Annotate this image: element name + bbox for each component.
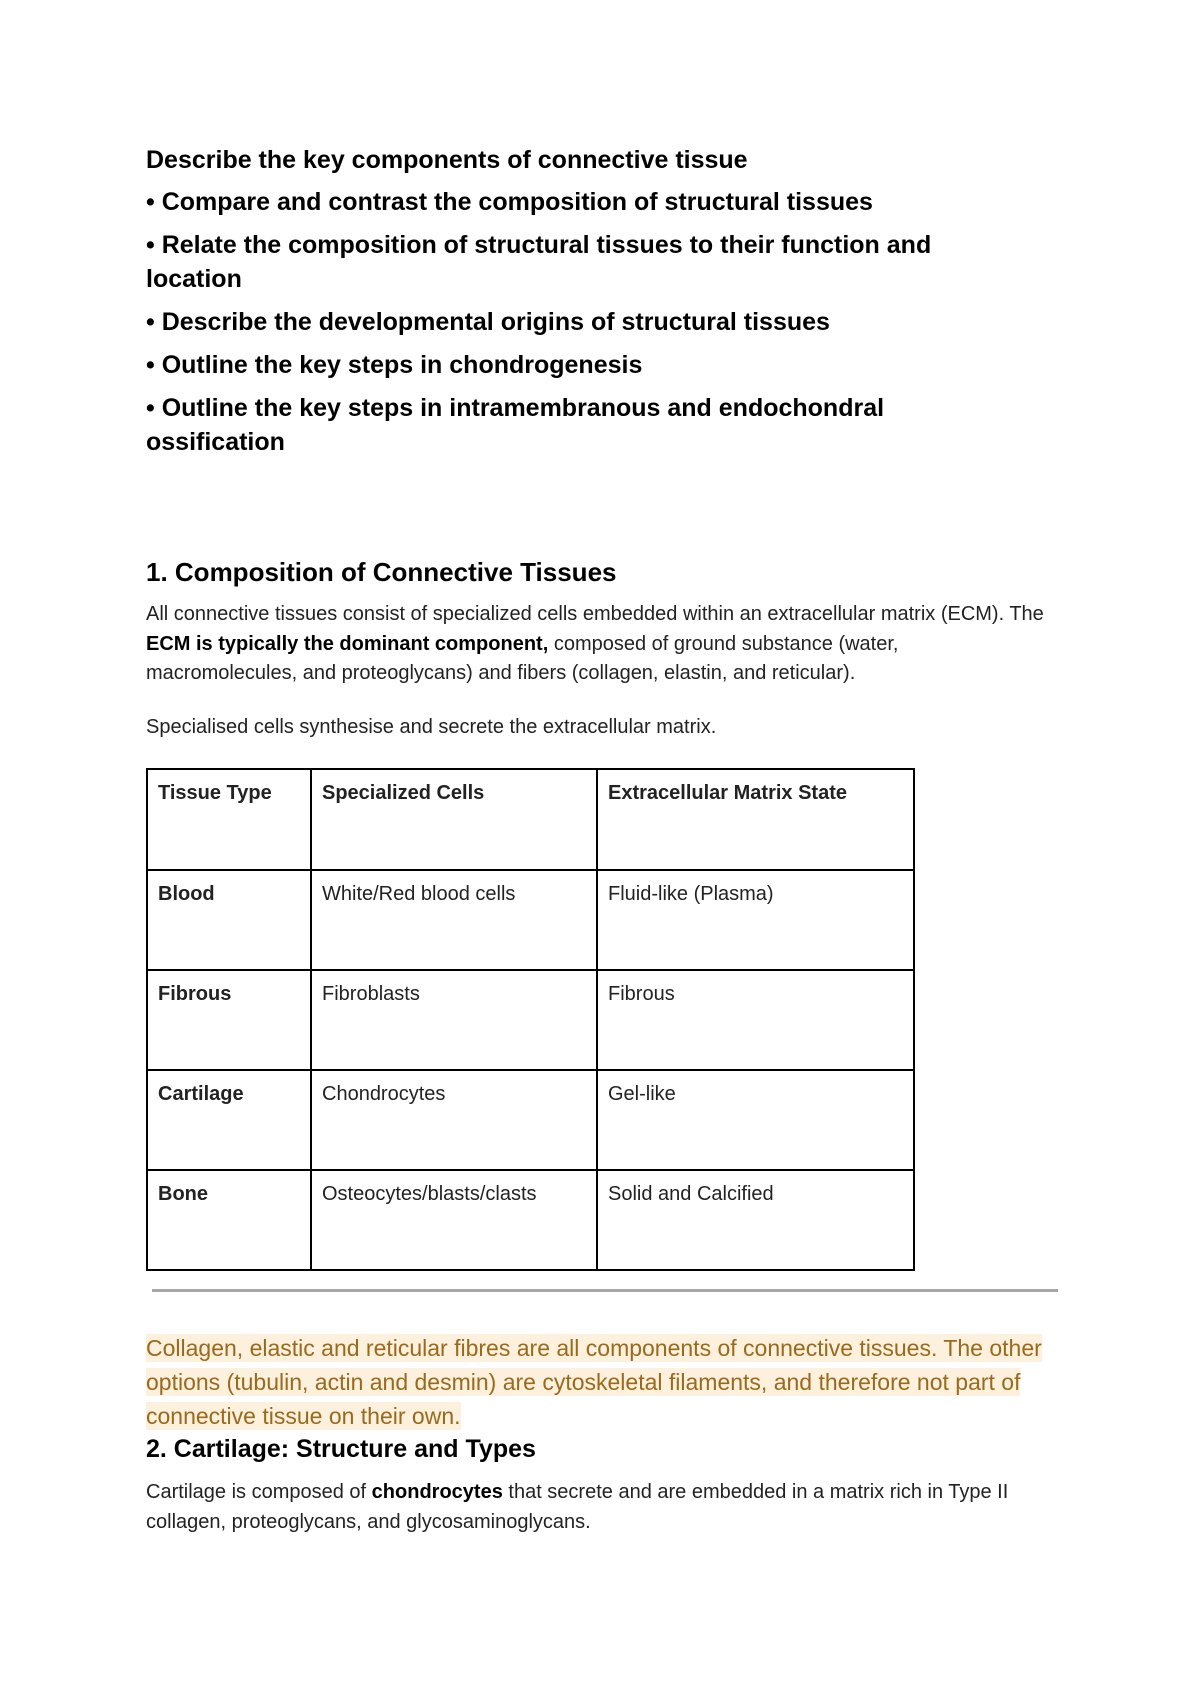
horizontal-divider [152, 1289, 1058, 1292]
objective-item: • Compare and contrast the composition of structural tissues [146, 188, 873, 216]
objective-item: Describe the key components of connective tissue [146, 146, 748, 174]
column-header: Extracellular Matrix State [597, 769, 914, 870]
table-row [147, 1170, 914, 1270]
cells-paragraph: Specialised cells synthesise and secrete the extracellular matrix. [146, 716, 717, 738]
paragraph-text: Cartilage is composed of [146, 1481, 372, 1503]
table-cell: Chondrocytes [311, 1070, 597, 1170]
table-cell: Bone [147, 1170, 311, 1270]
table-cell: Fibrous [597, 970, 914, 1070]
table-cell: Solid and Calcified [597, 1170, 914, 1270]
table-cell: Fluid-like (Plasma) [597, 870, 914, 970]
table-cell: Cartilage [147, 1070, 311, 1170]
composition-paragraph [146, 600, 1046, 689]
highlighted-note [146, 1331, 1046, 1433]
section-heading-cartilage: 2. Cartilage: Structure and Types [146, 1435, 536, 1463]
table-cell: Fibroblasts [311, 970, 597, 1070]
section-heading-composition: 1. Composition of Connective Tissues [146, 557, 617, 587]
table-header-row [147, 769, 914, 870]
table-row [147, 870, 914, 970]
learning-objectives [146, 143, 1006, 468]
column-header: Tissue Type [147, 769, 311, 870]
table-cell: Fibrous [147, 970, 311, 1070]
cartilage-paragraph [146, 1477, 1046, 1537]
paragraph-bold-text: ECM is typically the dominant component, [146, 632, 549, 655]
paragraph-bold-text: chondrocytes [371, 1481, 503, 1503]
table-cell: Gel-like [597, 1070, 914, 1170]
table-cell: White/Red blood cells [311, 870, 597, 970]
highlight-text: Collagen, elastic and reticular fibres are all components of connective tissues. The other options (tubulin, actin and desmin) are cytoskeletal filaments, and therefore not part of connective tissue on their own. [146, 1335, 1042, 1429]
paragraph-text: All connective tissues consist of specialized cells embedded within an extracellular matrix (ECM). The [146, 603, 1044, 625]
paragraph-text: composed of ground substance (water, macromolecules, and proteoglycans) and fibers (collagen, elastin, and reticular). [146, 632, 899, 684]
objective-item: • Describe the developmental origins of structural tissues [146, 308, 830, 336]
tissue-table [146, 768, 915, 1271]
paragraph-text: that secrete and are embedded in a matrix rich in Type II collagen, proteoglycans, and glycosaminoglycans. [146, 1481, 1009, 1533]
column-header: Specialized Cells [311, 769, 597, 870]
objective-item: • Relate the composition of structural tissues to their function and location [146, 231, 932, 293]
table-row [147, 970, 914, 1070]
table-cell: Osteocytes/blasts/clasts [311, 1170, 597, 1270]
objective-item: • Outline the key steps in intramembranous and endochondral ossification [146, 394, 885, 456]
table-cell: Blood [147, 870, 311, 970]
table-row [147, 1070, 914, 1170]
objective-item: • Outline the key steps in chondrogenesis [146, 351, 643, 379]
